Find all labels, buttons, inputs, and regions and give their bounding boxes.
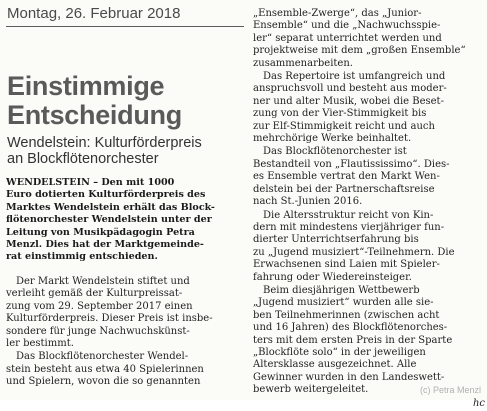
text-line: Ensemble“ und die „Nachwuchsspie- — [253, 20, 441, 32]
text-line: zung von der Vier-Stimmigkeit bis — [253, 108, 427, 120]
text-line: zusammenarbeiten. — [253, 57, 353, 69]
text-line: „Blockflöte solo“ in der jeweiligen — [253, 346, 426, 358]
text-line: es Ensemble vertrat den Markt Wen- — [253, 171, 440, 183]
text-line: ler bestimmt. — [6, 338, 74, 350]
text-line: sondere für junge Nachwuchskünst- — [6, 325, 190, 337]
left-column — [6, 276, 247, 390]
text-line: nach St.-Junien 2016. — [253, 196, 363, 208]
headline-line: Einstimmige — [7, 71, 165, 101]
text-line: zur Elf-Stimmigkeit reicht und auch — [253, 120, 435, 132]
text-line: verleiht gemäß der Kulturpreissat- — [6, 288, 183, 300]
dateline: Montag, 26. Februar 2018 — [7, 5, 181, 22]
text-line: ters mit dem ersten Preis in der Sparte — [253, 334, 453, 346]
subheadline-line: an Blockflötenorchester — [7, 151, 159, 167]
text-line: dierter Unterrichtserfahrung bis — [253, 234, 419, 246]
lead-line: Leitung von Musikpädagogin Petra — [6, 226, 195, 238]
text-line: zung vom 29. September 2017 einen — [6, 300, 193, 312]
lead-paragraph — [6, 177, 247, 264]
right-column — [253, 8, 485, 411]
headline — [7, 72, 247, 130]
text-line: Das Blockflötenorchester Wendel- — [16, 351, 189, 363]
text-line: mehrchörige Werke beinhaltet. — [253, 133, 412, 145]
text-line: Kulturförderpreis. Dieser Preis ist insbe- — [6, 313, 213, 325]
text-line: und 16 Jahren) des Blockflötenorches- — [253, 322, 448, 334]
paragraph-repertoire — [253, 71, 485, 145]
text-line: Altersklasse ausgezeichnet. Alle — [253, 359, 417, 371]
text-line: Erwachsenen sind Laien mit Spieler- — [253, 259, 440, 271]
lead-line: rat einstimmig entschieden. — [6, 251, 158, 263]
text-line: Die Altersstruktur reicht von Kin- — [263, 209, 434, 221]
paragraph-kulturpreis — [6, 276, 247, 350]
text-line: projektweise mit dem „großen Ensemble“ — [253, 45, 466, 57]
text-line: Der Markt Wendelstein stiftet und — [16, 276, 190, 287]
paragraph-altersstruktur — [253, 210, 485, 284]
lead-line: WENDELSTEIN – Den mit 1000 — [6, 177, 175, 188]
text-line: zu „Jugend musiziert“-Teilnehmern. Die — [253, 246, 455, 258]
text-line: Beim diesjährigen Wettbewerb — [263, 284, 420, 296]
dateline-rule — [6, 26, 244, 27]
paragraph-ensembles — [253, 8, 485, 70]
text-line: Bestandteil von „Flautississimo“. Dies- — [253, 158, 450, 170]
text-line: stein besteht aus etwa 40 Spielerinnen — [6, 363, 204, 375]
text-line: Das Blockflötenorchester ist — [263, 146, 407, 158]
lead-line: Euro dotierten Kulturförderpreis des — [6, 189, 206, 201]
text-line: ler“ separat unterrichtet werden und — [253, 32, 442, 44]
subheadline — [7, 135, 247, 167]
text-line: Gewinner wurden in den Landeswett- — [253, 371, 445, 383]
text-line: delstein bei der Partnerschaftsreise — [253, 183, 435, 195]
text-line: bewerb weitergeleitet. — [253, 384, 369, 396]
paragraph-wettbewerb — [253, 285, 485, 397]
lead-line: Marktes Wendelstein erhält das Block- — [6, 201, 215, 213]
text-line: Das Repertoire ist umfangreich und — [263, 71, 446, 83]
text-line: „Jugend musiziert“ wurden alle sie- — [253, 297, 434, 309]
lead-line: Menzl. Dies hat der Marktgemeinde- — [6, 239, 204, 251]
copyright-notice: (c) Petra Menzl — [419, 385, 481, 395]
paragraph-orchester — [6, 351, 247, 388]
subheadline-line: Wendelstein: Kulturförderpreis — [7, 135, 202, 151]
lead-line: flötenorchester Wendelstein unter der — [6, 214, 212, 226]
text-line: ben Teilnehmerinnen (zwischen acht — [253, 309, 440, 321]
headline-line: Entscheidung — [7, 100, 182, 130]
paragraph-flautississimo — [253, 146, 485, 208]
author-signature: hc — [472, 397, 485, 409]
text-line: und Spielern, wovon die so genannten — [6, 376, 201, 388]
text-line: dern mit mindestens vierjähriger fun- — [253, 221, 445, 233]
text-line: anspruchsvoll und besteht aus moder- — [253, 83, 447, 95]
text-line: fahrung oder Wiedereinsteiger. — [253, 271, 412, 283]
text-line: „Ensemble-Zwerge“, das „Junior- — [253, 8, 422, 19]
text-line: ner und alter Musik, wobei die Beset- — [253, 95, 444, 107]
